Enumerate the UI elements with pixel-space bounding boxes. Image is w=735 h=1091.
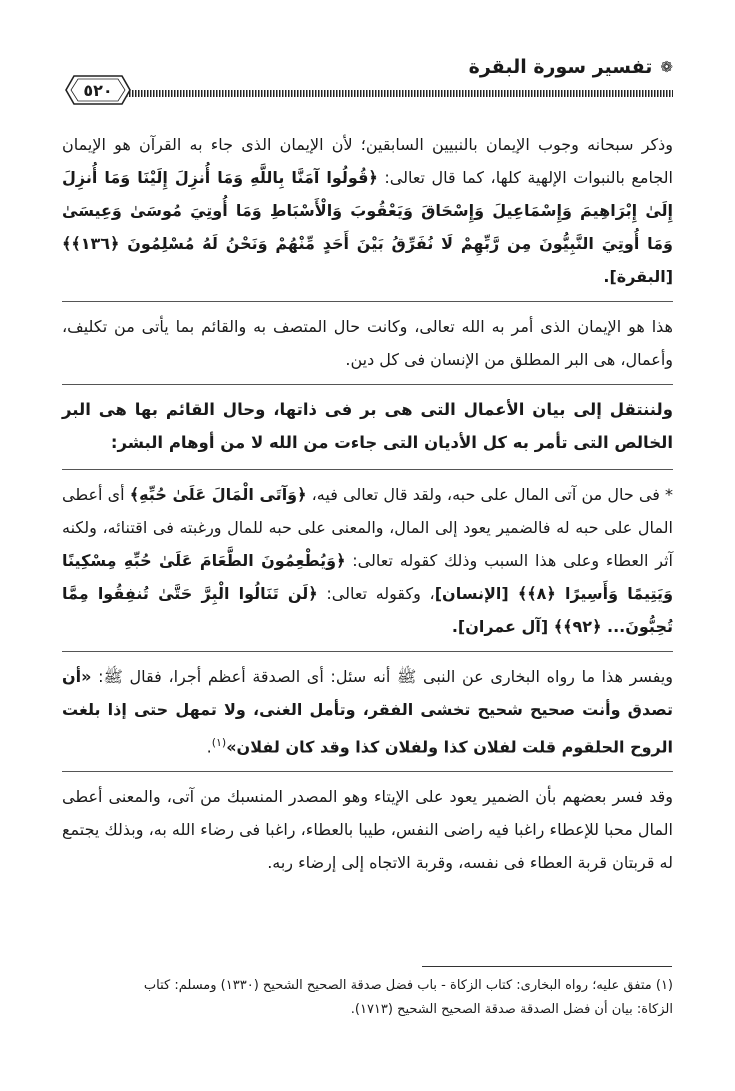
paragraph-divider [62,301,673,302]
paragraph-5-end: . [206,737,212,757]
page-header [64,44,673,104]
header-hatched-rule [126,90,673,97]
footnote-line-2: الزكاة: بيان أن فضل الصدقة صدقة الصحيح الشحيح (١٧١٣). [350,1002,673,1017]
quran-verse: ﴿قُولُوا آمَنَّا بِاللَّهِ وَمَا أُنزِلَ إِلَيْنَا وَمَا أُنزِلَ إِلَىٰ إِبْرَاهِيمَ وَإِسْمَاعِيلَ وَإِسْحَاقَ وَيَعْقُوبَ وَالْأَسْبَاطِ وَمَا أُوتِيَ مُوسَىٰ وَعِيسَىٰ وَمَا أُوتِيَ النَّبِيُّونَ مِن رَّبِّهِمْ لَا نُفَرِّقُ بَيْنَ أَحَدٍ مِّنْهُمْ وَنَحْنُ لَهُ مُسْلِمُونَ ﴿١٣٦﴾﴾ [62,168,673,253]
quran-verse: ﴿وَآتَى الْمَالَ عَلَىٰ حُبِّهِ﴾ [129,485,307,504]
surah-reference: [البقرة]. [603,267,673,286]
paragraph-3: ولننتقل إلى بيان الأعمال التى هى بر فى ذاتها، وحال القائم بها هى البر الخالص التى تأمر به كل الأديان التى جاءت من الله لا من أوهام البشر: [62,400,673,452]
running-title-text: تفسير سورة البقرة [468,56,653,78]
ornament-icon: ❁ [660,58,673,76]
paragraph-divider [62,771,673,772]
page-number-badge [64,70,132,110]
hadith-quote: «أن تصدق وأنت صحيح شحيح تخشى الفقر، وتأمل الغنى، ولا تمهل حتى إذا بلغت الروح الحلقوم قلت لفلان كذا ولفلان كذا وقد كان لفلان» [62,667,673,757]
paragraph-divider [62,384,673,385]
surah-reference: [الإنسان] [434,584,518,603]
main-text [62,128,673,887]
paragraph-divider [62,651,673,652]
footnote-rule [422,966,672,967]
footnote-marker: (١) [211,736,227,749]
paragraph-4 [62,478,673,643]
quran-verse: ﴿وَيُطْعِمُونَ الطَّعَامَ عَلَىٰ حُبِّهِ مِسْكِينًا وَيَتِيمًا وَأَسِيرًا ﴿٨﴾﴾ [62,551,674,603]
paragraph-1-text: وذكر سبحانه وجوب الإيمان بالنبيين السابقين؛ لأن الإيمان الذى جاء به القرآن هو الإيمان الجامع بالنبوات الإلهية كلها، كما قال تعالى: [62,135,673,187]
paragraph-2: هذا هو الإيمان الذى أمر به الله تعالى، وكانت حال المتصف به والقائم بما يأتى من تكليف، وأعمال، هى البر المطلق من الإنسان فى كل دين. [62,317,673,369]
paragraph-1 [62,128,673,293]
quran-verse: ﴿لَن تَنَالُوا الْبِرَّ حَتَّىٰ تُنفِقُوا مِمَّا تُحِبُّونَ... ﴿٩٢﴾﴾ [62,584,673,636]
surah-reference: [آل عمران]. [451,617,554,636]
paragraph-5-text: ويفسر هذا ما رواه البخارى عن النبى ﷺ أنه سئل: أى الصدقة أعظم أجرا، فقال ﷺ: [91,667,673,686]
paragraph-4-text: * فى حال من آتى المال على حبه، ولقد قال تعالى فيه، [306,485,674,504]
footnotes [62,974,673,1022]
running-title [469,56,673,78]
paragraph-divider [62,469,673,470]
paragraph-4-text: أى أعطى المال على حبه له فالضمير يعود إلى المال، والمعنى على حبه للمال ورغبته فى اقتنائه، ولكنه آثر العطاء وعلى هذا السبب وذلك كقوله تعالى: [62,485,673,570]
paragraph-6: وقد فسر بعضهم بأن الضمير يعود على الإيتاء وهو المصدر المنسبك من آتى، والمعنى أعطى المال محبا للإعطاء راغبا فيه راضى النفس، طيبا بالعطاء، راغبا فى رضاء الله به، وبذلك يجتمع له قربتان قربة العطاء فى نفسه، وقربة الاتجاه إلى إرضاء ربه. [62,787,673,873]
paragraph-5 [62,660,673,763]
page-number: ٥٢٠ [83,81,113,100]
paragraph-4-text: ، وكقوله تعالى: [317,584,435,603]
footnote-line-1: (١) متفق عليه؛ رواه البخارى: كتاب الزكاة - باب فضل صدقة الصحيح الشحيح (١٣٣٠) ومسلم: كتاب [143,978,673,993]
